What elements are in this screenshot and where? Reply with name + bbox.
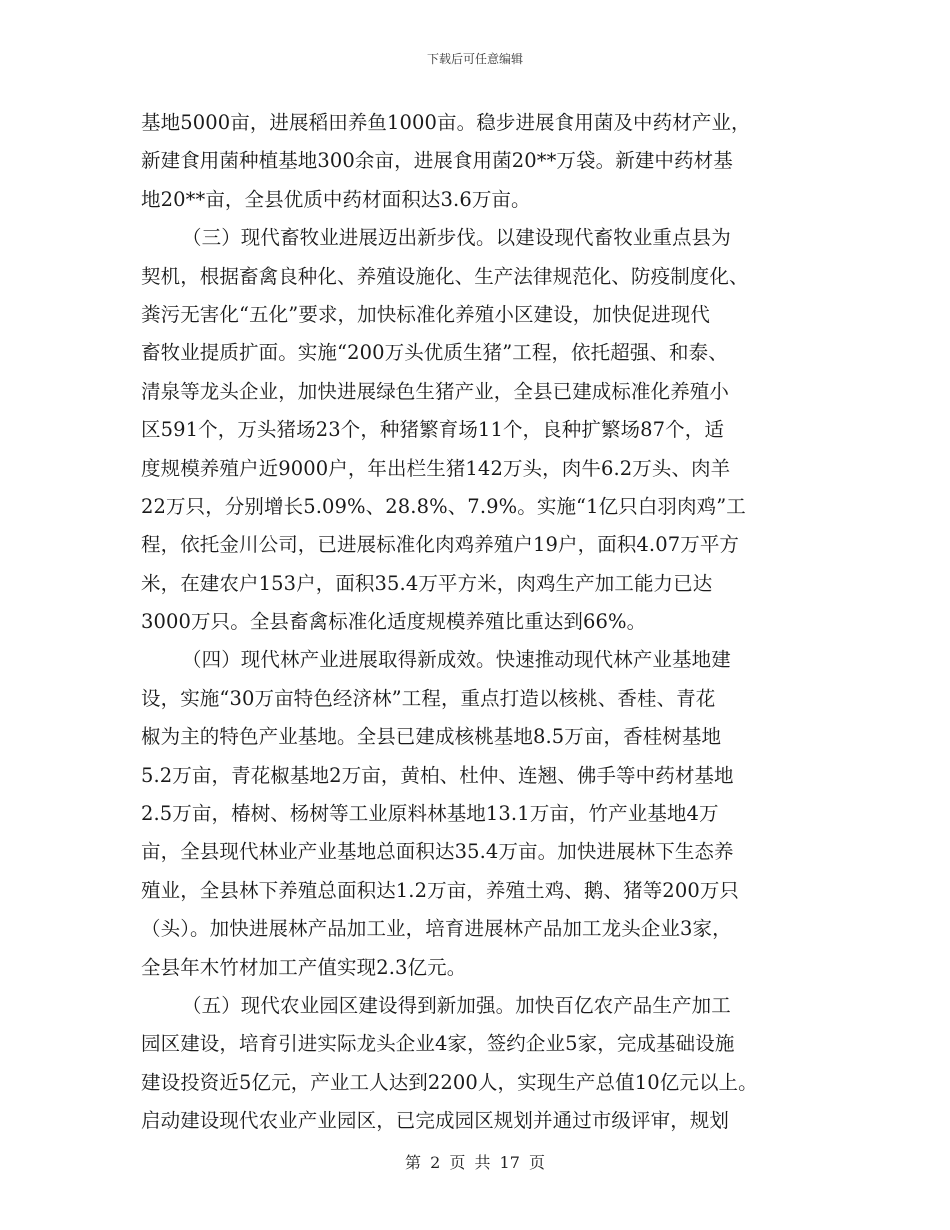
text-line: 亩，全县现代林业产业基地总面积达35.4万亩。加快进展林下生态养 xyxy=(141,840,734,864)
text-line: 米，在建农户153户，面积35.4万平方米，肉鸡生产加工能力已达 xyxy=(141,571,713,595)
text-line: 区591个，万头猪场23个，种猪繁育场11个，良种扩繁场87个，适 xyxy=(141,418,724,442)
text-line: （四）现代林产业进展取得新成效。快速推动现代林产业基地建 xyxy=(182,648,731,672)
text-line: 畜牧业提质扩面。实施“200万头优质生猪”工程，依托超强、和泰、 xyxy=(141,341,728,365)
text-line: 2.5万亩，椿树、杨树等工业原料林基地13.1万亩，竹产业基地4万 xyxy=(141,802,719,826)
text-line: 度规模养殖户近9000户，年出栏生猪142万头，肉牛6.2万头、肉羊 xyxy=(141,456,731,480)
text-line: 3000万只。全县畜禽标准化适度规模养殖比重达到66%。 xyxy=(141,610,647,634)
text-line: 22万只，分别增长5.09%、28.8%、7.9%。实施“1亿只白羽肉鸡”工 xyxy=(141,494,746,518)
text-line: 5.2万亩，青花椒基地2万亩，黄柏、杜仲、连翘、佛手等中药材基地 xyxy=(141,763,734,787)
document-body xyxy=(141,104,831,1141)
text-line: 建设投资近5亿元，产业工人达到2200人，实现生产总值10亿元以上。 xyxy=(141,1070,758,1094)
text-line: 启动建设现代农业产业园区，已完成园区规划并通过市级评审，规划 xyxy=(141,1109,730,1133)
text-line: 粪污无害化“五化”要求，加快标准化养殖小区建设，加快促进现代 xyxy=(141,302,710,326)
text-line: （头）。加快进展林产品加工业，培育进展林产品加工龙头企业3家， xyxy=(141,917,732,941)
text-line: 清泉等龙头企业，加快进展绿色生猪产业，全县已建成标准化养殖小 xyxy=(141,379,730,403)
text-line: 园区建设，培育引进实际龙头企业4家，签约企业5家，完成基础设施 xyxy=(141,1032,735,1056)
text-line: （五）现代农业园区建设得到新加强。加快百亿农产品生产加工 xyxy=(182,993,731,1017)
text-line: 新建食用菌种植基地300余亩，进展食用菌20**万袋。新建中药材基 xyxy=(141,149,733,173)
text-line: 契机，根据畜禽良种化、养殖设施化、生产法律规范化、防疫制度化、 xyxy=(141,264,749,288)
text-line: 椒为主的特色产业基地。全县已建成核桃基地8.5万亩，香桂树基地 xyxy=(141,725,722,749)
page-header: 下载后可任意编辑 xyxy=(426,52,523,66)
text-line: 全县年木竹材加工产值实现2.3亿元。 xyxy=(141,955,467,979)
text-line: 设，实施“30万亩特色经济林”工程，重点打造以核桃、香桂、青花 xyxy=(141,686,716,710)
text-line: 地20**亩，全县优质中药材面积达3.6万亩。 xyxy=(141,187,531,211)
page-footer: 第 2 页 共 17 页 xyxy=(405,1153,545,1172)
text-line: 殖业，全县林下养殖总面积达1.2万亩，养殖土鸡、鹅、猪等200万只 xyxy=(141,878,740,902)
text-line: 基地5000亩，进展稻田养鱼1000亩。稳步进展食用菌及中药材产业， xyxy=(141,111,751,134)
text-line: 程，依托金川公司，已进展标准化肉鸡养殖户19户，面积4.07万平方 xyxy=(141,533,740,557)
text-line: （三）现代畜牧业进展迈出新步伐。以建设现代畜牧业重点县为 xyxy=(182,226,731,250)
